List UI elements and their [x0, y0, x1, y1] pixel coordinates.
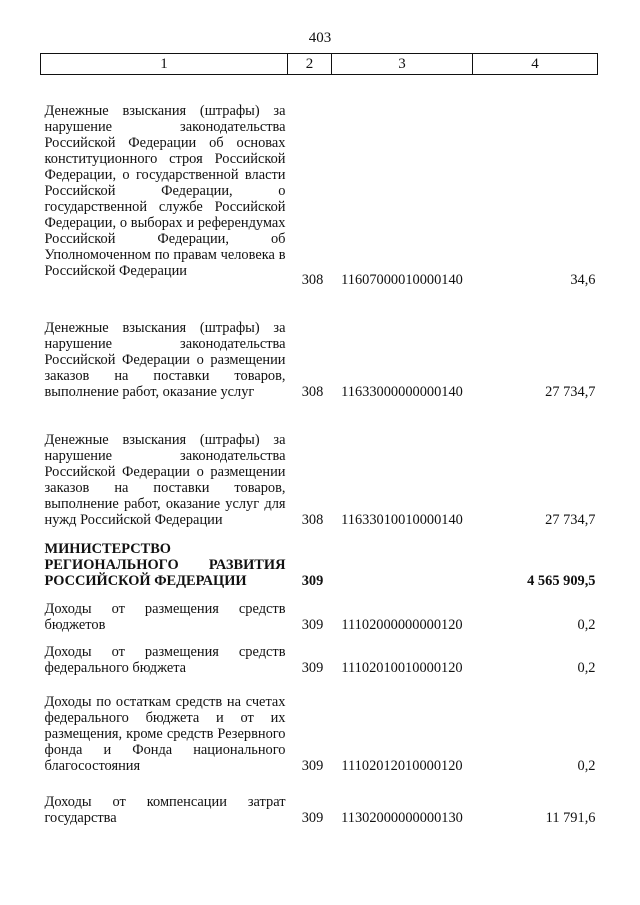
table-row — [41, 676, 598, 774]
header-row — [41, 54, 598, 75]
table-header — [41, 54, 598, 75]
table-row — [41, 400, 598, 528]
ministry-title: МИНИСТЕРСТВО РЕГИОНАЛЬНОГО РАЗВИТИЯ РОССИЙСКОЙ ФЕДЕРАЦИИ — [44, 540, 286, 589]
row-revenue-code: 11302000000000130 — [341, 809, 463, 826]
row-description: Доходы от размещения средств федерального бюджета — [44, 643, 286, 676]
table-row — [41, 288, 598, 400]
row-admin-code: 309 — [301, 809, 324, 826]
table-row — [41, 75, 598, 288]
row-description: Доходы от размещения средств бюджетов — [44, 600, 286, 633]
table-row — [41, 774, 598, 826]
revenue-table — [40, 53, 598, 826]
row-amount: 27 734,7 — [545, 383, 596, 400]
row-admin-code: 308 — [301, 511, 324, 528]
row-revenue-code: 11102000000000120 — [341, 616, 463, 633]
table-row-ministry — [41, 528, 598, 589]
row-description: Денежные взыскания (штрафы) за нарушение законодательства Российской Федерации об основах конституционного строя Российской Федерации, о государственной власти Российской Федерации, о государственной службе Российской Федерации, о выборах и референдумах Российской Федерации, об Уполномоченном по правам человека в Российской Федерации — [44, 103, 286, 279]
row-amount: 0,2 — [577, 757, 596, 774]
ministry-total-amount: 4 565 909,5 — [527, 572, 596, 589]
table-body — [41, 75, 598, 826]
row-description: Доходы по остаткам средств на счетах федерального бюджета и от их размещения, кроме средств Резервного фонда и Фонда национального благосостояния — [44, 693, 286, 774]
row-admin-code: 308 — [301, 271, 324, 288]
row-revenue-code: 11633000000000140 — [341, 383, 463, 400]
row-amount: 0,2 — [577, 659, 596, 676]
page-number: 403 — [308, 30, 332, 46]
row-admin-code: 309 — [301, 616, 324, 633]
row-admin-code: 309 — [301, 757, 324, 774]
row-amount: 0,2 — [577, 616, 596, 633]
row-description: Доходы от компенсации затрат государства — [44, 793, 286, 826]
row-revenue-code: 11102010010000120 — [341, 659, 463, 676]
row-revenue-code: 11102012010000120 — [341, 757, 463, 774]
column-header-1: 1 — [41, 54, 288, 75]
row-admin-code: 308 — [301, 383, 324, 400]
column-header-3: 3 — [332, 54, 473, 75]
column-header-2: 2 — [288, 54, 332, 75]
table-row — [41, 633, 598, 676]
row-revenue-code: 11633010010000140 — [341, 511, 463, 528]
row-description: Денежные взыскания (штрафы) за нарушение законодательства Российской Федерации о размещении заказов на поставки товаров, выполнение работ, оказание услуг для нужд Российской Федерации — [44, 431, 286, 528]
table-row — [41, 589, 598, 633]
row-admin-code: 309 — [301, 572, 324, 589]
row-amount: 34,6 — [570, 271, 596, 288]
row-amount: 11 791,6 — [545, 809, 596, 826]
column-header-4: 4 — [473, 54, 598, 75]
row-description: Денежные взыскания (штрафы) за нарушение законодательства Российской Федерации о размещении заказов на поставки товаров, выполнение работ, оказание услуг — [44, 319, 286, 400]
row-revenue-code: 11607000010000140 — [341, 271, 463, 288]
row-amount: 27 734,7 — [545, 511, 596, 528]
row-admin-code: 309 — [301, 659, 324, 676]
row-revenue-code — [332, 528, 473, 589]
